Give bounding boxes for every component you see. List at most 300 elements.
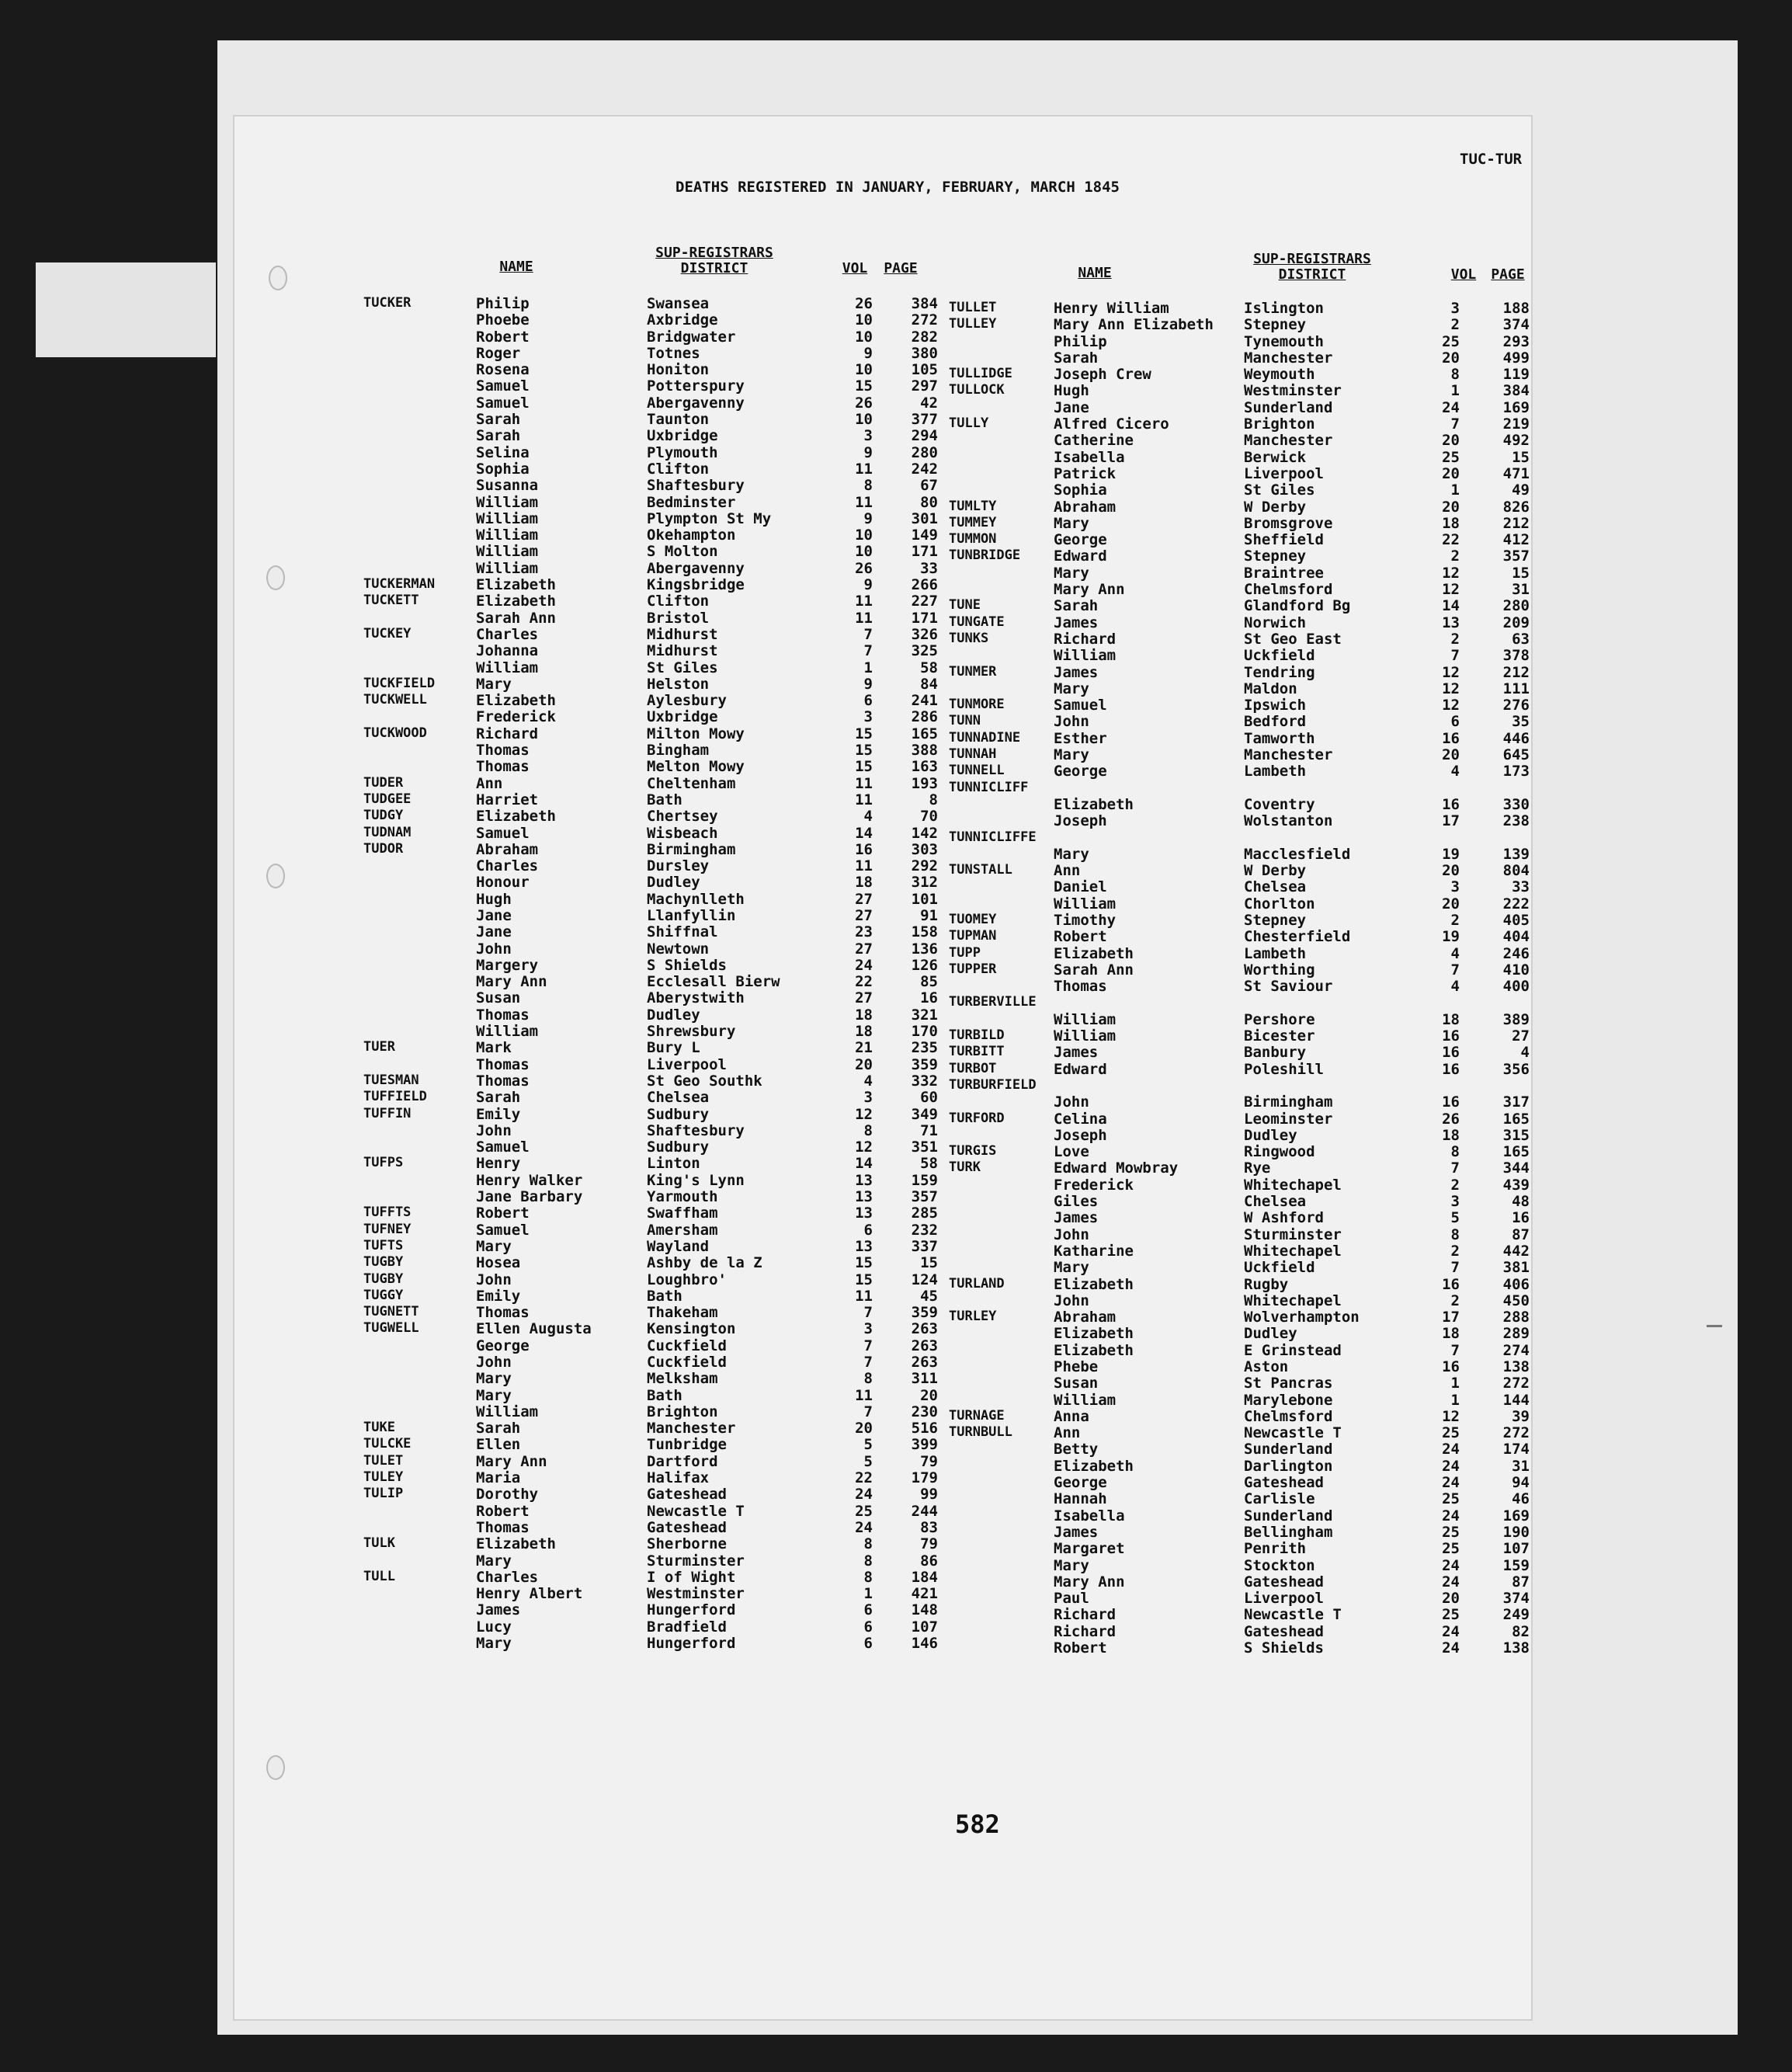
index-entry [949,1209,1537,1225]
entry-page-ref: 107 [1502,1540,1530,1558]
entry-district: Maldon [1244,680,1297,697]
entry-forename: Samuel [476,824,530,842]
entry-page-ref: 219 [1502,415,1530,433]
entry-page-ref: 79 [920,1535,938,1553]
entry-district: Wolstanton [1244,812,1333,830]
entry-forename: Mary [1054,746,1089,764]
index-entry [363,957,938,973]
entry-volume: 7 [1450,1159,1460,1177]
entry-volume: 16 [1442,729,1460,747]
index-entry [949,1027,1537,1044]
entry-district: Taunton [647,411,710,429]
entry-page-ref: 179 [911,1469,938,1487]
entry-volume: 4 [863,808,873,826]
entry-page-ref: 31 [1512,1457,1530,1475]
entry-page-ref: 389 [1502,1010,1530,1028]
index-entry [949,631,1537,647]
entry-page-ref: 111 [1502,680,1530,697]
index-entry [363,610,938,626]
entry-district: Whitechapel [1244,1292,1342,1309]
entry-district: Aylesbury [647,692,727,710]
entry-district: Norwich [1244,614,1307,631]
entry-district: Darlington [1244,1457,1333,1475]
index-entry [949,1358,1537,1375]
entry-forename: Margaret [1054,1540,1125,1558]
entry-surname: TUFTS [363,1237,404,1253]
entry-forename: Mary [1054,845,1089,863]
entry-page-ref: 266 [911,576,938,594]
entry-volume: 10 [855,543,873,561]
entry-forename: Phoebe [476,311,530,329]
entry-volume: 27 [855,890,873,908]
entry-page-ref: 280 [911,443,938,461]
entry-forename: Elizabeth [476,692,556,710]
entry-volume: 12 [1442,697,1460,714]
entry-forename: Mary [1054,1556,1089,1574]
entry-district: Weymouth [1244,366,1315,384]
entry-page-ref: 91 [920,906,938,924]
entry-page-ref: 99 [920,1486,938,1504]
index-entry [363,708,938,725]
entry-volume: 3 [1450,878,1460,896]
entry-page-ref: 82 [1512,1622,1530,1640]
entry-page-ref: 8 [929,791,938,808]
entry-page-ref: 39 [1512,1407,1530,1425]
entry-district: Sudbury [647,1105,710,1123]
entry-district: Gateshead [1244,1622,1324,1640]
index-entry [949,763,1537,779]
entry-volume: 20 [1442,862,1460,880]
entry-page-ref: 165 [1502,1143,1530,1161]
entry-surname: TUNN [949,713,981,729]
index-entry [949,647,1537,663]
entry-forename: James [1054,1523,1099,1541]
entry-volume: 7 [863,642,873,660]
entry-forename: Elizabeth [476,1535,556,1553]
entry-surname: TUNGATE [949,614,1005,630]
entry-page-ref: 146 [911,1635,938,1653]
entry-surname: TUNNELL [949,763,1005,779]
index-entry [363,1006,938,1023]
entry-volume: 1 [1450,1375,1460,1392]
entry-volume: 7 [863,1403,873,1420]
entry-page-ref: 492 [1502,432,1530,450]
entry-page-ref: 165 [911,725,938,742]
entry-forename: Mary [1054,514,1089,532]
entry-surname: TUCKWELL [363,692,427,708]
entry-volume: 11 [855,493,873,511]
entry-forename: Charles [476,625,539,643]
entry-volume: 4 [863,1072,873,1090]
entry-volume: 18 [855,874,873,892]
entry-volume: 21 [855,1039,873,1057]
entry-district: Gateshead [647,1486,727,1504]
entry-volume: 7 [1450,961,1460,979]
index-entry [363,1486,938,1502]
entry-district: Islington [1244,300,1324,317]
entry-district: Brighton [647,1403,718,1420]
entry-surname: TUDER [363,774,404,791]
entry-volume: 10 [855,361,873,379]
index-entry [949,597,1537,614]
entry-page-ref: 235 [911,1039,938,1057]
entry-district: Leominster [1244,1110,1333,1128]
entry-page-ref: 317 [1502,1093,1530,1111]
index-entry [363,1106,938,1122]
entry-district: Dudley [647,1006,700,1024]
entry-surname: TULLY [949,415,989,432]
entry-forename: Emily [476,1105,521,1123]
entry-page-ref: 169 [1502,398,1530,416]
entry-volume: 10 [855,328,873,346]
entry-forename: Anna [1054,1407,1089,1425]
entry-volume: 26 [855,394,873,412]
entry-forename: Johanna [476,642,539,660]
entry-page-ref: 144 [1502,1391,1530,1409]
entry-district: Wayland [647,1237,710,1255]
entry-page-ref: 124 [911,1271,938,1288]
index-entry [363,593,938,609]
entry-page-ref: 285 [911,1205,938,1222]
entry-volume: 20 [1442,498,1460,516]
entry-forename: John [1054,713,1089,731]
entry-forename: Lucy [476,1618,512,1636]
entry-forename: William [476,493,539,511]
index-entry [949,878,1537,895]
entry-forename: Mary [1054,680,1089,697]
entry-district: Bradfield [647,1618,727,1636]
entry-forename: Susanna [476,477,539,495]
entry-volume: 18 [855,1006,873,1024]
entry-page-ref: 139 [1502,845,1530,863]
index-entry [949,1309,1537,1325]
entry-surname: TULLET [949,300,997,315]
index-entry [363,1222,938,1238]
index-entry [949,1127,1537,1143]
entry-page-ref: 159 [1502,1556,1530,1574]
entry-district: Axbridge [647,311,718,329]
entry-surname: TURBERVILLE [949,994,1037,1010]
entry-district: St Geo East [1244,630,1342,648]
index-entry [363,923,938,940]
entry-forename: William [1054,647,1117,665]
index-entry [363,1039,938,1055]
entry-district: Newcastle T [1244,1424,1342,1442]
entry-district: Manchester [1244,349,1333,367]
entry-district: Melksham [647,1370,718,1388]
entry-volume: 24 [855,1486,873,1504]
index-entry [949,1590,1537,1606]
entry-forename: Selina [476,443,530,461]
entry-page-ref: 263 [911,1320,938,1338]
entry-page-ref: 227 [911,593,938,610]
index-entry [363,775,938,791]
entry-page-ref: 238 [1502,812,1530,830]
entry-page-ref: 289 [1502,1325,1530,1343]
entry-page-ref: 301 [911,509,938,527]
entry-volume: 15 [855,1254,873,1272]
entry-forename: James [476,1601,521,1619]
entry-page-ref: 303 [911,840,938,858]
entry-district: Newcastle T [1244,1606,1342,1624]
entry-page-ref: 263 [911,1354,938,1371]
entry-volume: 20 [1442,1590,1460,1608]
entry-page-ref: 212 [1502,514,1530,532]
index-entry [363,1370,938,1386]
entry-forename: Ann [1054,1424,1081,1442]
entry-surname: TUPMAN [949,928,997,944]
entry-page-ref: 312 [911,874,938,892]
entry-page-ref: 163 [911,758,938,776]
entry-forename: Sarah [476,1420,521,1438]
index-entry [363,989,938,1006]
entry-forename: Hosea [476,1254,521,1272]
entry-volume: 20 [855,1055,873,1073]
entry-volume: 24 [1442,1639,1460,1657]
entry-surname: TUDGY [363,808,404,824]
entry-page-ref: 87 [1512,1573,1530,1591]
index-entry [949,895,1537,912]
index-entry [363,1238,938,1254]
entry-page-ref: 272 [911,311,938,329]
entry-district: Bromsgrove [1244,514,1333,532]
entry-forename: Jane [1054,398,1089,416]
index-entry [363,1436,938,1452]
entry-page-ref: 294 [911,427,938,445]
entry-volume: 12 [1442,663,1460,681]
entry-forename: James [1054,614,1099,631]
entry-forename: Richard [1054,1606,1117,1624]
entry-page-ref: 380 [911,344,938,362]
entry-page-ref: 193 [911,774,938,792]
entry-volume: 3 [863,708,873,726]
entry-forename: Sarah [1054,349,1099,367]
entry-page-ref: 158 [911,923,938,941]
entry-volume: 1 [863,659,873,676]
index-entry [363,1271,938,1288]
entry-volume: 26 [855,559,873,577]
entry-forename: Samuel [476,377,530,395]
entry-district: Swansea [647,295,710,312]
entry-page-ref: 412 [1502,531,1530,549]
entry-forename: Charles [476,1568,539,1586]
binding-hole [266,565,285,590]
entry-page-ref: 31 [1512,581,1530,599]
entry-district: Wisbeach [647,824,718,842]
index-entry [363,1155,938,1171]
index-entry [363,1288,938,1304]
entry-page-ref: 126 [911,956,938,974]
entry-volume: 20 [1442,464,1460,482]
index-entry [949,1524,1537,1540]
entry-volume: 6 [863,692,873,710]
entry-forename: William [1054,1010,1117,1028]
entry-forename: Timothy [1054,911,1117,929]
entry-forename: Esther [1054,729,1107,747]
index-entry [363,1569,938,1585]
entry-volume: 16 [1442,1044,1460,1062]
entry-page-ref: 282 [911,328,938,346]
entry-page-ref: 148 [911,1601,938,1619]
entry-district: Abergavenny [647,559,745,577]
entry-forename: Elizabeth [1054,1275,1134,1293]
entry-forename: Edward [1054,548,1107,565]
index-entry [949,730,1537,746]
entry-volume: 2 [1450,911,1460,929]
entry-forename: Samuel [476,1221,530,1239]
entry-forename: Elizabeth [476,808,556,826]
entry-forename: Samuel [1054,697,1107,714]
index-entry [363,1320,938,1337]
entry-surname: TUGWELL [363,1320,419,1337]
entry-forename: William [1054,895,1117,913]
index-entry [949,1441,1537,1457]
entry-page-ref: 349 [911,1105,938,1123]
index-entry [949,1226,1537,1243]
entry-district: Shaftesbury [647,1121,745,1139]
index-entry [363,361,938,377]
entry-forename: Thomas [476,1518,530,1536]
entry-volume: 11 [855,1386,873,1404]
entry-district: Uckfield [1244,647,1315,665]
entry-volume: 18 [1442,1126,1460,1144]
entry-surname: TUNKS [949,630,989,646]
entry-district: S Shields [1244,1639,1324,1657]
index-entry [949,531,1537,548]
entry-forename: John [1054,1093,1089,1111]
entry-volume: 12 [1442,581,1460,599]
entry-forename: Hannah [1054,1490,1107,1508]
entry-page-ref: 378 [1502,647,1530,665]
entry-district: Shiffnal [647,923,718,941]
entry-volume: 12 [855,1105,873,1123]
index-entry [949,1061,1537,1077]
entry-volume: 17 [1442,812,1460,830]
entry-page-ref: 171 [911,609,938,627]
entry-page-ref: 357 [1502,548,1530,565]
entry-volume: 1 [1450,382,1460,400]
index-entry [363,1601,938,1618]
index-entry [949,1623,1537,1639]
entry-volume: 3 [1450,1193,1460,1211]
entry-page-ref: 212 [1502,663,1530,681]
entry-district: Pershore [1244,1010,1315,1028]
entry-page-ref: 421 [911,1585,938,1603]
entry-page-ref: 84 [920,675,938,693]
entry-surname: TURGIS [949,1143,997,1159]
entry-forename: Philip [476,295,530,312]
entry-district: Midhurst [647,625,718,643]
entry-forename: Alfred Cicero [1054,415,1169,433]
entry-volume: 4 [1450,763,1460,780]
index-entry [363,444,938,461]
entry-district: Liverpool [1244,464,1324,482]
entry-surname: TUKE [363,1420,395,1436]
entry-page-ref: 42 [920,394,938,412]
entry-page-ref: 105 [911,361,938,379]
entry-forename: Thomas [476,1304,530,1322]
entry-page-ref: 33 [1512,878,1530,896]
entry-volume: 25 [1442,1523,1460,1541]
entry-volume: 10 [855,311,873,329]
entry-volume: 5 [863,1452,873,1470]
entry-page-ref: 136 [911,940,938,958]
entry-volume: 5 [863,1436,873,1454]
entry-forename: Charles [476,857,539,875]
entry-district: Whitechapel [1244,1176,1342,1194]
entry-page-ref: 249 [1502,1606,1530,1624]
entry-district: Stepney [1244,316,1307,334]
index-entry [949,812,1537,829]
index-entry [949,515,1537,531]
index-entry [949,1159,1537,1176]
entry-forename: Honour [476,874,530,892]
entry-page-ref: 446 [1502,729,1530,747]
entry-forename: Elizabeth [476,593,556,610]
entry-page-ref: 274 [1502,1341,1530,1359]
entry-surname: TURBURFIELD [949,1076,1037,1093]
index-entry [363,1354,938,1370]
entry-page-ref: 222 [1502,895,1530,913]
entry-forename: Dorothy [476,1486,539,1504]
index-entry [949,746,1537,763]
index-entry [949,664,1537,680]
entry-volume: 8 [1450,1143,1460,1161]
entry-district: Poleshill [1244,1060,1324,1078]
entry-page-ref: 330 [1502,795,1530,813]
index-entry [363,411,938,427]
entry-volume: 8 [863,1121,873,1139]
entry-volume: 20 [1442,895,1460,913]
entry-page-ref: 190 [1502,1523,1530,1541]
entry-page-ref: 33 [920,559,938,577]
entry-volume: 22 [855,973,873,991]
entry-surname: TULEY [363,1469,404,1486]
district-header: SUP-REGISTRARS DISTRICT [655,245,773,276]
entry-surname: TUGBY [363,1254,404,1271]
entry-district: Bridgwater [647,328,736,346]
entry-volume: 24 [855,1518,873,1536]
entry-forename: Isabella [1054,448,1125,466]
entry-forename: Susan [1054,1375,1099,1392]
entry-page-ref: 297 [911,377,938,395]
entry-volume: 19 [1442,845,1460,863]
index-entry [949,1044,1537,1060]
entry-volume: 2 [1450,1292,1460,1309]
entry-forename: Mark [476,1039,512,1057]
entry-page-ref: 359 [911,1304,938,1322]
entry-surname: TULLOCK [949,382,1005,398]
entry-district: Brighton [1244,415,1315,433]
left-index-column [363,295,938,1651]
index-entry [949,846,1537,862]
entry-volume: 18 [855,1023,873,1041]
entry-district: Westminster [647,1585,745,1603]
index-entry [949,1077,1537,1093]
entry-page-ref: 315 [1502,1126,1530,1144]
entry-forename: John [476,940,512,958]
entry-page-ref: 499 [1502,349,1530,367]
entry-surname: TURBILD [949,1027,1005,1044]
index-entry [949,1507,1537,1524]
index-entry [949,697,1537,713]
entry-forename: Love [1054,1143,1089,1161]
entry-district: Cheltenham [647,774,736,792]
index-entry [363,295,938,311]
index-entry [949,1490,1537,1507]
index-entry [949,1606,1537,1622]
entry-volume: 25 [1442,1540,1460,1558]
